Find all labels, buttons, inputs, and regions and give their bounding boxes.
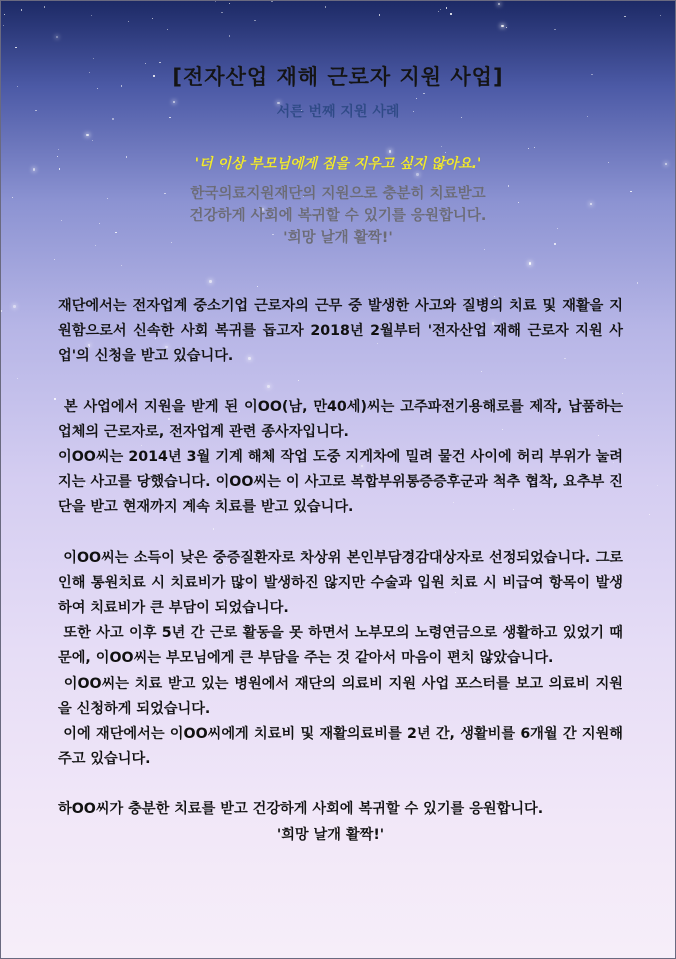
star-dot xyxy=(86,134,88,136)
star-dot xyxy=(221,12,222,13)
star-dot xyxy=(167,29,168,30)
star-dot xyxy=(501,25,503,27)
paragraph-support-detail: 이에 재단에서는 이OO씨에게 치료비 및 재활의료비를 2년 간, 생활비를 6개월 간 지원해 주고 있습니다. xyxy=(58,726,628,768)
star-dot xyxy=(498,3,500,5)
star-dot xyxy=(416,98,417,99)
star-dot xyxy=(440,9,441,10)
star-dot xyxy=(450,13,451,14)
highlight-quote: '더 이상 부모님에게 짐을 지우고 싶지 않아요.' xyxy=(194,156,482,172)
star-dot xyxy=(17,378,18,379)
star-dot xyxy=(554,29,555,30)
star-dot xyxy=(229,3,230,4)
intro-line: 건강하게 사회에 복귀할 수 있기를 응원합니다. xyxy=(189,208,487,224)
paragraph-application: 이OO씨는 치료 받고 있는 병원에서 재단의 의료비 지원 사업 포스터를 보고 의료비 지원을 신청하게 되었습니다. xyxy=(58,675,623,717)
star-dot xyxy=(93,58,94,59)
star-dot xyxy=(379,14,380,15)
star-dot xyxy=(441,146,442,147)
star-dot xyxy=(229,35,230,36)
star-dot xyxy=(91,15,92,16)
paragraph-accident: 이OO씨는 2014년 3월 기계 해체 작업 도중 지게차에 밀려 물건 사이에 허리 부위가 눌려지는 사고를 당했습니다. 이OO씨는 이 사고로 복합부위통증증후군과 척추 협착, 요추부 진단을 받고 현재까지 계속 치료를 받고 있습니다. xyxy=(58,449,623,516)
star-dot xyxy=(416,173,418,175)
intro-block xyxy=(1,183,675,249)
paragraph-family-situation: 또한 사고 이후 5년 간 근로 활동을 못 하면서 노부모의 노령연금으로 생활하고 있었기 때문에, 이OO씨는 부모님에게 큰 부담을 주는 것 같아서 마음이 편치 않았습니다. xyxy=(58,625,623,667)
star-dot xyxy=(54,259,55,260)
star-dot xyxy=(637,282,638,283)
star-dot xyxy=(152,18,153,19)
intro-slogan: '희망 날개 활짝!' xyxy=(283,230,393,246)
star-dot xyxy=(534,147,535,148)
star-dot xyxy=(257,286,258,287)
page-title: [전자산업 재해 근로자 지원 사업] xyxy=(172,65,504,89)
star-dot xyxy=(4,14,5,15)
star-dot xyxy=(58,149,59,150)
paragraph-program-overview: 재단에서는 전자업계 중소기업 근로자의 근무 중 발생한 사고와 질병의 치료 및 재활을 지원함으로서 신속한 사회 복귀를 돕고자 2018년 2월부터 '전자산업 재해 근로자 지원 사업'의 신청을 받고 있습니다. xyxy=(58,298,623,365)
star-dot xyxy=(209,280,211,282)
paragraph-financial-burden: 이OO씨는 소득이 낮은 중증질환자로 차상위 본인부담경감대상자로 선정되었습니다. 그로 인해 통원치료 시 치료비가 많이 발생하진 않지만 수술과 입원 치료 시 비급여 항목이 발생하여 치료비가 큰 부담이 되었습니다. xyxy=(58,549,628,617)
star-dot xyxy=(529,262,531,264)
star-dot xyxy=(1,310,2,311)
star-dot xyxy=(528,148,529,149)
star-dot xyxy=(660,15,661,16)
star-dot xyxy=(506,27,507,28)
star-dot xyxy=(3,25,4,26)
star-dot xyxy=(44,6,45,7)
closing-slogan: '희망 날개 활짝!' xyxy=(276,826,385,843)
star-dot xyxy=(15,47,16,48)
intro-line: 한국의료지원재단의 지원으로 충분히 치료받고 xyxy=(190,186,486,202)
body-text xyxy=(58,294,628,848)
star-dot xyxy=(215,1,216,2)
star-dot xyxy=(325,6,326,7)
star-dot xyxy=(56,36,58,38)
star-dot xyxy=(649,514,650,515)
star-dot xyxy=(657,485,658,486)
star-dot xyxy=(92,140,93,141)
closing-line: 하OO씨가 충분한 치료를 받고 건강하게 사회에 복귀할 수 있기를 응원합니다. xyxy=(58,801,544,818)
star-dot xyxy=(446,7,447,8)
star-dot xyxy=(121,265,122,266)
star-dot xyxy=(128,21,129,22)
star-dot xyxy=(254,20,255,21)
star-dot xyxy=(624,16,625,17)
star-dot xyxy=(423,93,424,94)
star-dot xyxy=(271,1,272,2)
closing-block xyxy=(58,797,623,847)
paragraph-recipient-intro: 본 사업에서 지원을 받게 된 이OO(남, 만40세)씨는 고주파전기용해로를 제작, 납품하는 업체의 근로자로, 전자업계 관련 종사자입니다. xyxy=(58,398,628,440)
star-dot xyxy=(13,305,15,307)
star-dot xyxy=(21,9,22,10)
star-dot xyxy=(438,11,439,12)
page-subtitle: 서른 번째 지원 사례 xyxy=(276,104,400,120)
star-dot xyxy=(54,398,55,399)
